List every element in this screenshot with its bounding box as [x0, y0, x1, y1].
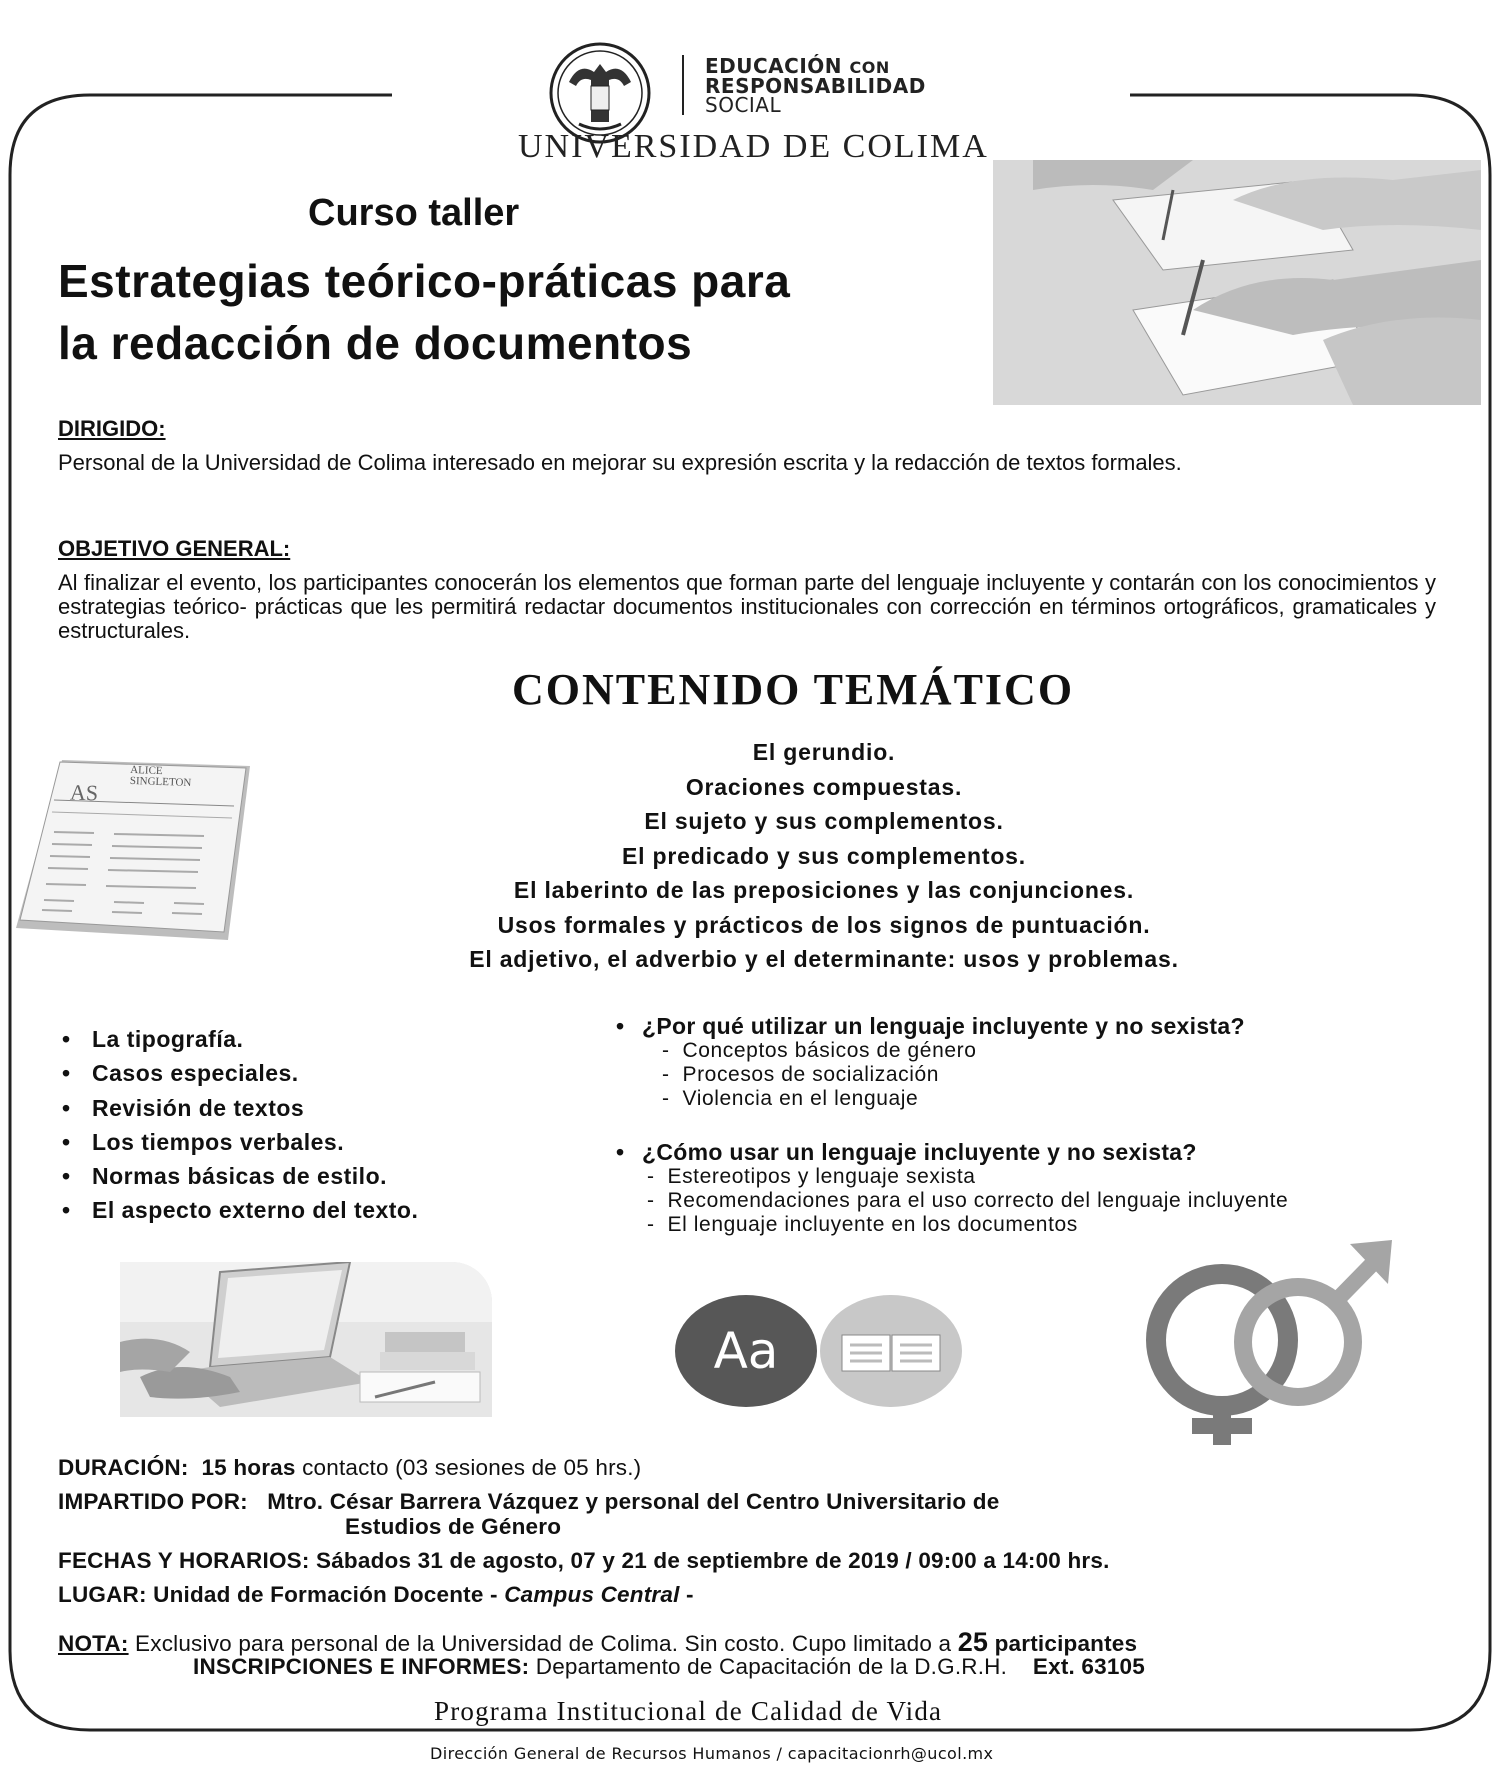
programa-name: Programa Institucional de Calidad de Vida: [434, 1696, 943, 1726]
objetivo-text: Al finalizar el evento, los participantes conocerán los elementos que forman parte del lenguaje incluyente y contarán con los conocimientos y estrategias teórico- prácticas que les permitirá redactar documentos institucionales con corrección en términos ortográficos, gramaticales y estructurales.: [58, 570, 1436, 643]
lugar-label: LUGAR: Unidad de Formación Docente -: [58, 1582, 498, 1607]
topics-list: [324, 735, 1324, 977]
inscripciones-row: [193, 1655, 1145, 1679]
nota-text: Exclusivo para personal de la Universidad de Colima. Sin costo. Cupo limitado a: [135, 1631, 952, 1656]
resume-name: [130, 765, 192, 789]
logo-line1: EDUCACIÓN: [705, 54, 843, 78]
aa-icon: [675, 1295, 817, 1407]
topic-item: El predicado y sus complementos.: [622, 842, 1026, 869]
dirigido-text: Personal de la Universidad de Colima interesado en mejorar su expresión escrita y la redacción de textos formales.: [58, 450, 1182, 475]
list-item: • Revisión de textos: [58, 1091, 418, 1125]
question-title: • ¿Cómo usar un lenguaje incluyente y no sexista?: [612, 1139, 1288, 1165]
duracion-label: DURACIÓN:: [58, 1455, 189, 1480]
logo-line2: RESPONSABILIDAD: [705, 74, 926, 98]
topic-item: El gerundio.: [752, 739, 896, 765]
fechas-row: FECHAS Y HORARIOS: Sábados 31 de agosto, 07 y 21 de septiembre de 2019 / 09:00 a 14:00 hrs.: [58, 1548, 1110, 1573]
sub-item: - Procesos de socialización: [662, 1063, 940, 1086]
logo-line3: SOCIAL: [705, 93, 782, 117]
cupo-word: participantes: [994, 1631, 1138, 1656]
list-item: • La tipografía.: [58, 1022, 418, 1056]
sub-item: - Violencia en el lenguaje: [662, 1087, 919, 1110]
aa-icon-text: Aa: [713, 1322, 779, 1380]
impartido-line2: Estudios de Género: [345, 1514, 562, 1539]
extension: Ext. 63105: [1032, 1654, 1145, 1679]
footer-contact: Dirección General de Recursos Humanos / capacitacionrh@ucol.mx: [430, 1744, 994, 1763]
gender-symbols-icon: [1130, 1240, 1400, 1450]
book-icon: [820, 1295, 962, 1407]
duracion-hours: 15 horas: [201, 1455, 296, 1480]
course-title: [58, 250, 790, 374]
impartido-line1: Mtro. César Barrera Vázquez y personal del Centro Universitario de: [267, 1489, 1000, 1514]
topic-item: Usos formales y prácticos de los signos de puntuación.: [497, 911, 1151, 938]
question-block-1: [612, 1013, 1245, 1111]
course-title-line1: Estrategias teórico-práticas para: [58, 255, 791, 307]
contenido-heading: CONTENIDO TEMÁTICO: [512, 665, 1075, 714]
question-block-2: [612, 1139, 1288, 1237]
logo-tagline: [705, 54, 926, 117]
university-name: UNIVERSIDAD DE COLIMA: [518, 128, 989, 165]
lugar-campus: Campus Central: [504, 1582, 680, 1607]
course-title-line2: la redacción de documentos: [58, 317, 693, 369]
topic-item: Oraciones compuestas.: [685, 773, 963, 800]
dirigido-heading: DIRIGIDO:: [58, 416, 166, 441]
list-item: • Normas básicas de estilo.: [58, 1159, 418, 1193]
topic-item: El sujeto y sus complementos.: [644, 808, 1004, 834]
bullet-list: [58, 1022, 418, 1228]
logo-divider: [682, 55, 684, 115]
lugar-end: -: [685, 1582, 694, 1607]
course-subtitle: Curso taller: [308, 192, 520, 234]
question-subitems: [612, 1165, 1288, 1237]
objetivo-heading: OBJETIVO GENERAL:: [58, 536, 291, 561]
cupo-number: 25: [957, 1627, 989, 1657]
sub-item: - Estereotipos y lenguaje sexista: [647, 1165, 976, 1188]
topic-item: El laberinto de las preposiciones y las conjunciones.: [513, 877, 1135, 903]
nota-row: [58, 1627, 1138, 1657]
duracion-detail: contacto (03 sesiones de 05 hrs.): [302, 1455, 642, 1480]
list-item: • Casos especiales.: [58, 1056, 418, 1090]
list-item: • El aspecto externo del texto.: [58, 1193, 418, 1227]
resume-name2: SINGLETON: [129, 774, 192, 790]
list-item: • Los tiempos verbales.: [58, 1125, 418, 1159]
hands-writing-photo: [993, 160, 1481, 405]
resume-name1: ALICE: [130, 763, 163, 778]
nota-label: NOTA:: [58, 1631, 129, 1656]
inscripciones-text: Departamento de Capacitación de la D.G.R.H.: [535, 1654, 1008, 1679]
question-title: • ¿Por qué utilizar un lenguaje incluyente y no sexista?: [612, 1013, 1245, 1039]
sub-item: - El lenguaje incluyente en los documentos: [647, 1213, 1078, 1236]
duracion-row: [58, 1456, 641, 1480]
inscripciones-label: INSCRIPCIONES E INFORMES:: [193, 1654, 530, 1679]
laptop-photo: [120, 1262, 492, 1417]
question-subitems: [612, 1039, 1245, 1111]
logo-line1b: CON: [849, 58, 890, 77]
sub-item: - Recomendaciones para el uso correcto del lenguaje incluyente: [647, 1189, 1289, 1212]
lugar-row: [58, 1583, 694, 1607]
resume-initials: AS: [69, 779, 99, 806]
topic-item: El adjetivo, el adverbio y el determinante: usos y problemas.: [469, 946, 1179, 972]
resume-illustration: [14, 760, 250, 940]
impartido-label: IMPARTIDO POR:: [58, 1489, 248, 1514]
sub-item: - Conceptos básicos de género: [662, 1039, 977, 1062]
impartido-row: [58, 1490, 999, 1514]
